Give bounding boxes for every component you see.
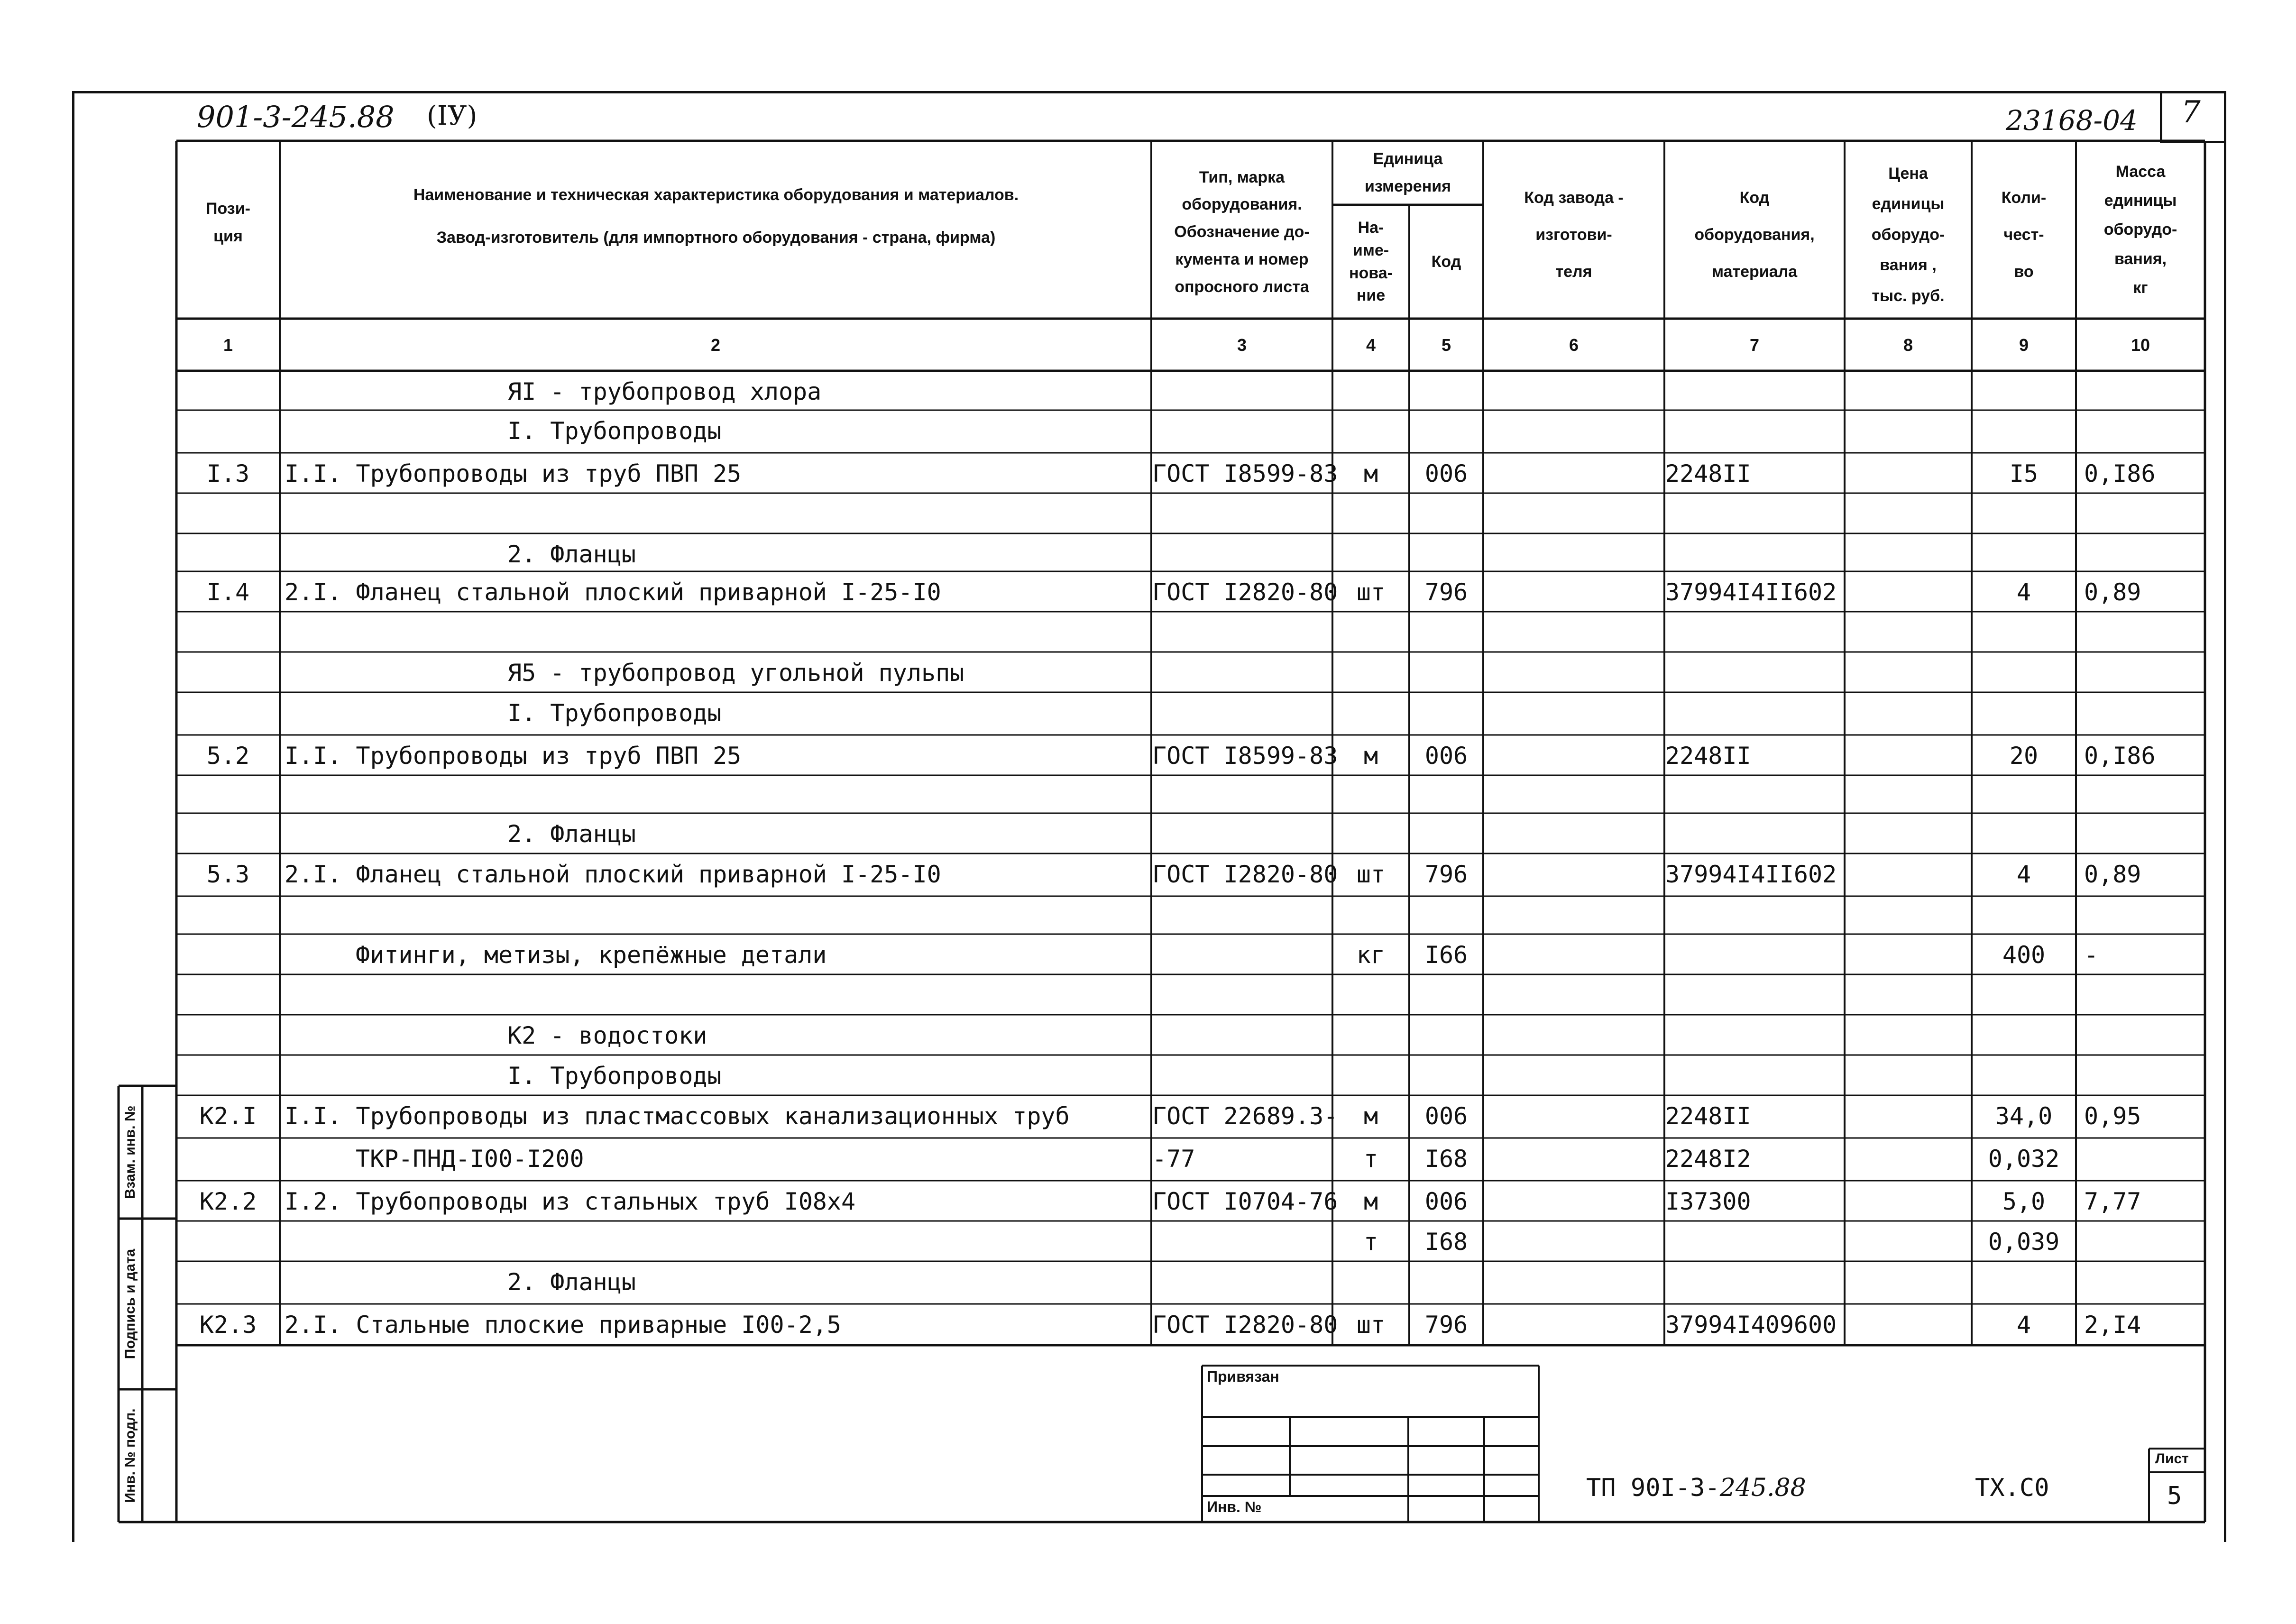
colnum-5: 5 xyxy=(1441,335,1451,355)
cell-code: 796 xyxy=(1424,578,1468,606)
cell-qty xyxy=(1972,495,2076,533)
cell-equip xyxy=(1665,815,1845,853)
cell-mass xyxy=(2084,372,2205,411)
cell-type xyxy=(1152,372,1332,411)
stamp-inv-no: Инв. № xyxy=(1207,1498,1262,1515)
cell-type xyxy=(1152,1222,1332,1261)
colnum-8: 8 xyxy=(1903,335,1913,355)
cell-factory xyxy=(1483,815,1664,853)
cell-unit: шт xyxy=(1356,861,1386,888)
cell-pos xyxy=(176,815,280,853)
cell-mass: - xyxy=(2084,941,2099,969)
cell-qty xyxy=(1972,613,2076,652)
cell-code xyxy=(1409,815,1483,853)
cell-qty xyxy=(1972,777,2076,816)
cell-mass xyxy=(2084,1016,2205,1055)
cell-equip xyxy=(1665,1056,1845,1095)
cell-price xyxy=(1845,777,1972,816)
cell-qty: 400 xyxy=(2002,941,2046,969)
cell-type: ГОСТ I2820-80 xyxy=(1152,578,1338,606)
cell-pos: К2.2 xyxy=(199,1188,257,1215)
cell-unit xyxy=(1332,535,1409,574)
cell-equip xyxy=(1665,976,1845,1015)
cell-type xyxy=(1152,495,1332,533)
cell-unit: т xyxy=(1363,1145,1378,1173)
cell-unit: м xyxy=(1363,460,1378,487)
cell-code xyxy=(1409,694,1483,733)
cell-name xyxy=(285,495,1148,533)
cell-type xyxy=(1152,694,1332,733)
stamp-privyazan: Привязан xyxy=(1207,1368,1279,1385)
cell-pos xyxy=(176,1222,280,1261)
cell-qty xyxy=(1972,412,2076,450)
cell-factory xyxy=(1483,1305,1664,1344)
cell-pos xyxy=(176,1016,280,1055)
cell-mass xyxy=(2084,613,2205,652)
cell-price xyxy=(1845,736,1972,775)
cell-factory xyxy=(1483,777,1664,816)
cell-type xyxy=(1152,898,1332,936)
cell-mass xyxy=(2084,1222,2205,1261)
cell-code: 796 xyxy=(1424,1311,1468,1339)
cell-factory xyxy=(1483,1139,1664,1178)
cell-equip xyxy=(1665,1016,1845,1055)
header-unit-group: Единица измерения xyxy=(1365,150,1451,195)
cell-name: I. Трубопроводы xyxy=(507,699,722,727)
cell-factory xyxy=(1483,573,1664,612)
stamp-mark: ТХ.С0 xyxy=(1975,1474,2049,1502)
cell-pos xyxy=(176,412,280,450)
cell-code xyxy=(1409,613,1483,652)
stamp-doc-prefix: ТП 90I-3- xyxy=(1586,1474,1720,1502)
cell-code: 006 xyxy=(1424,742,1468,770)
cell-price xyxy=(1845,454,1972,493)
cell-qty xyxy=(1972,898,2076,936)
cell-code: I68 xyxy=(1424,1228,1468,1256)
cell-equip xyxy=(1665,495,1845,533)
cell-pos: 5.3 xyxy=(206,861,250,888)
cell-mass: 0,89 xyxy=(2084,578,2141,606)
cell-factory xyxy=(1483,976,1664,1015)
cell-equip xyxy=(1665,1263,1845,1302)
cell-unit xyxy=(1332,1016,1409,1055)
header-position: Пози- ция xyxy=(206,200,250,245)
cell-type xyxy=(1152,412,1332,450)
cell-name: 2.I. Фланец стальной плоский приварной I-25-I0 xyxy=(285,861,941,888)
cell-qty xyxy=(1972,372,2076,411)
cell-factory xyxy=(1483,855,1664,894)
cell-qty xyxy=(1972,694,2076,733)
cell-qty: 0,039 xyxy=(1988,1228,2060,1256)
cell-mass xyxy=(2084,694,2205,733)
cell-mass xyxy=(2084,898,2205,936)
cell-mass xyxy=(2084,495,2205,533)
cell-type xyxy=(1152,535,1332,574)
cell-equip: 2248II xyxy=(1665,1102,1751,1130)
cell-pos: К2.I xyxy=(199,1102,257,1130)
cell-pos xyxy=(176,372,280,411)
cell-unit xyxy=(1332,898,1409,936)
cell-pos xyxy=(176,613,280,652)
header-name-line2: Завод-изготовитель (для импортного оборудования - страна, фирма) xyxy=(436,229,996,247)
cell-name xyxy=(285,898,1148,936)
cell-price xyxy=(1845,613,1972,652)
cell-unit: м xyxy=(1363,1188,1378,1215)
cell-equip xyxy=(1665,898,1845,936)
cell-equip: 37994I4II602 xyxy=(1665,861,1837,888)
cell-unit: шт xyxy=(1356,1311,1386,1339)
cell-pos xyxy=(176,936,280,974)
cell-unit: м xyxy=(1363,1102,1378,1130)
cell-name: 2. Фланцы xyxy=(507,820,636,848)
cell-pos: К2.3 xyxy=(199,1311,257,1339)
cell-factory xyxy=(1483,495,1664,533)
cell-price xyxy=(1845,855,1972,894)
header-type: Тип, марка оборудования. Обозначение до- кумента и номер опросного листа xyxy=(1174,168,1310,296)
cell-factory xyxy=(1483,1056,1664,1095)
cell-equip xyxy=(1665,653,1845,692)
header-unit-name: На- име- нова- ние xyxy=(1349,219,1393,305)
cell-unit xyxy=(1332,495,1409,533)
cell-code xyxy=(1409,372,1483,411)
cell-unit xyxy=(1332,1056,1409,1095)
cell-mass: 0,95 xyxy=(2084,1102,2141,1130)
cell-type xyxy=(1152,1016,1332,1055)
cell-equip xyxy=(1665,372,1845,411)
cell-factory xyxy=(1483,454,1664,493)
cell-qty: 34,0 xyxy=(1995,1102,2053,1130)
cell-type: ГОСТ I2820-80 xyxy=(1152,1311,1338,1339)
cell-type: -77 xyxy=(1152,1145,1195,1173)
cell-pos xyxy=(176,653,280,692)
cell-mass: 0,I86 xyxy=(2084,460,2156,487)
cell-price xyxy=(1845,1305,1972,1344)
cell-name: I. Трубопроводы xyxy=(507,417,722,445)
cell-pos xyxy=(176,495,280,533)
cell-pos xyxy=(176,694,280,733)
cell-price xyxy=(1845,936,1972,974)
cell-unit: т xyxy=(1363,1228,1378,1256)
cell-price xyxy=(1845,976,1972,1015)
cell-unit xyxy=(1332,372,1409,411)
cell-type xyxy=(1152,1056,1332,1095)
cell-code: 006 xyxy=(1424,1188,1468,1215)
cell-price xyxy=(1845,573,1972,612)
cell-type: ГОСТ I2820-80 xyxy=(1152,861,1338,888)
cell-factory xyxy=(1483,412,1664,450)
cell-equip xyxy=(1665,613,1845,652)
cell-name: I.2. Трубопроводы из стальных труб I08x4 xyxy=(285,1188,856,1215)
colnum-1: 1 xyxy=(223,335,233,355)
cell-pos xyxy=(176,777,280,816)
cell-factory xyxy=(1483,653,1664,692)
cell-factory xyxy=(1483,1222,1664,1261)
cell-type xyxy=(1152,815,1332,853)
header-mass: Масса единицы оборудо- вания, кг xyxy=(2103,163,2177,297)
cell-mass: 0,I86 xyxy=(2084,742,2156,770)
cell-pos xyxy=(176,1139,280,1178)
cell-equip xyxy=(1665,777,1845,816)
doc-code: 901-3-245.88 xyxy=(197,100,395,134)
cell-unit xyxy=(1332,653,1409,692)
cell-qty xyxy=(1972,1056,2076,1095)
cell-name: 2. Фланцы xyxy=(507,1268,636,1296)
cell-mass xyxy=(2084,653,2205,692)
cell-factory xyxy=(1483,1097,1664,1136)
cell-code xyxy=(1409,1016,1483,1055)
cell-mass: 7,77 xyxy=(2084,1188,2141,1215)
colnum-2: 2 xyxy=(710,335,721,355)
cell-code xyxy=(1409,1263,1483,1302)
cell-name: 2.I. Стальные плоские приварные I00-2,5 xyxy=(285,1311,841,1339)
cell-name: I. Трубопроводы xyxy=(507,1062,722,1090)
cell-equip xyxy=(1665,1222,1845,1261)
cell-pos: I.3 xyxy=(206,460,250,487)
cell-mass xyxy=(2084,535,2205,574)
cell-equip: 37994I4II602 xyxy=(1665,578,1837,606)
cell-factory xyxy=(1483,736,1664,775)
cell-name: 2.I. Фланец стальной плоский приварной I-25-I0 xyxy=(285,578,941,606)
header-price: Цена единицы оборудо- вания , тыс. руб. xyxy=(1871,164,1945,305)
side-label-inv: Инв. № подл. xyxy=(122,1408,138,1503)
cell-qty: 4 xyxy=(2016,861,2031,888)
cell-unit xyxy=(1332,412,1409,450)
cell-factory xyxy=(1483,898,1664,936)
cell-pos: I.4 xyxy=(206,578,250,606)
cell-name: ЯI - трубопровод хлора xyxy=(507,378,822,405)
stamp-list-value: 5 xyxy=(2167,1482,2182,1510)
stamp-list-label: Лист xyxy=(2155,1451,2189,1467)
cell-qty: 4 xyxy=(2016,1311,2031,1339)
cell-name: ТКР-ПНД-I00-I200 xyxy=(356,1145,584,1173)
cell-type: ГОСТ I0704-76 xyxy=(1152,1188,1338,1215)
cell-factory xyxy=(1483,372,1664,411)
cell-price xyxy=(1845,1139,1972,1178)
archive-number: 23168-04 xyxy=(2006,104,2138,137)
cell-code: 006 xyxy=(1424,460,1468,487)
side-label-podpis: Подпись и дата xyxy=(122,1248,138,1359)
cell-price xyxy=(1845,1182,1972,1221)
cell-name: К2 - водостоки xyxy=(507,1022,707,1049)
cell-name: I.I. Трубопроводы из труб ПВП 25 xyxy=(285,742,742,770)
cell-code xyxy=(1409,898,1483,936)
cell-unit: м xyxy=(1363,742,1378,770)
cell-type xyxy=(1152,653,1332,692)
cell-price xyxy=(1845,815,1972,853)
cell-factory xyxy=(1483,694,1664,733)
cell-qty: 4 xyxy=(2016,578,2031,606)
cell-name: 2. Фланцы xyxy=(507,541,636,568)
cell-equip: 2248II xyxy=(1665,460,1751,487)
cell-unit xyxy=(1332,694,1409,733)
cell-qty xyxy=(1972,815,2076,853)
cell-price xyxy=(1845,372,1972,411)
cell-price xyxy=(1845,898,1972,936)
cell-code xyxy=(1409,976,1483,1015)
cell-qty: 20 xyxy=(2009,742,2039,770)
page-number: 7 xyxy=(2181,95,2201,130)
cell-name xyxy=(285,613,1148,652)
stamp-doc-number xyxy=(1586,1474,1806,1502)
cell-price xyxy=(1845,1263,1972,1302)
cell-pos xyxy=(176,1263,280,1302)
cell-name xyxy=(285,1222,1148,1261)
cell-type: ГОСТ I8599-83 xyxy=(1152,460,1338,487)
cell-mass xyxy=(2084,1263,2205,1302)
cell-factory xyxy=(1483,535,1664,574)
header-equipment-code: Код оборудования, материала xyxy=(1694,188,1815,281)
cell-mass: 2,I4 xyxy=(2084,1311,2141,1339)
cell-type: ГОСТ I8599-83 xyxy=(1152,742,1338,770)
cell-factory xyxy=(1483,936,1664,974)
cell-price xyxy=(1845,694,1972,733)
cell-factory xyxy=(1483,613,1664,652)
colnum-7: 7 xyxy=(1749,335,1760,355)
cell-mass xyxy=(2084,777,2205,816)
cell-qty xyxy=(1972,976,2076,1015)
cell-code xyxy=(1409,1056,1483,1095)
cell-unit xyxy=(1332,1263,1409,1302)
cell-type xyxy=(1152,936,1332,974)
cell-qty xyxy=(1972,653,2076,692)
cell-qty: 5,0 xyxy=(2002,1188,2046,1215)
cell-pos xyxy=(176,898,280,936)
cell-qty xyxy=(1972,1016,2076,1055)
cell-unit: шт xyxy=(1356,578,1386,606)
cell-code: I66 xyxy=(1424,941,1468,969)
cell-equip xyxy=(1665,535,1845,574)
cell-type xyxy=(1152,976,1332,1015)
cell-code: I68 xyxy=(1424,1145,1468,1173)
cell-price xyxy=(1845,1056,1972,1095)
colnum-3: 3 xyxy=(1237,335,1247,355)
colnum-4: 4 xyxy=(1366,335,1376,355)
cell-qty: I5 xyxy=(2009,460,2039,487)
side-label-zam: Взам. инв. № xyxy=(122,1105,138,1199)
cell-code xyxy=(1409,777,1483,816)
cell-mass xyxy=(2084,412,2205,450)
cell-unit xyxy=(1332,976,1409,1015)
colnum-10: 10 xyxy=(2131,335,2150,355)
cell-code: 006 xyxy=(1424,1102,1468,1130)
cell-equip: 37994I409600 xyxy=(1665,1311,1837,1339)
colnum-9: 9 xyxy=(2019,335,2029,355)
cell-pos: 5.2 xyxy=(206,742,250,770)
cell-price xyxy=(1845,1222,1972,1261)
cell-name: I.I. Трубопроводы из пластмассовых канализационных труб xyxy=(285,1102,1070,1130)
cell-pos xyxy=(176,535,280,574)
cell-price xyxy=(1845,495,1972,533)
cell-equip: 2248II xyxy=(1665,742,1751,770)
cell-factory xyxy=(1483,1016,1664,1055)
cell-unit xyxy=(1332,613,1409,652)
cell-unit xyxy=(1332,777,1409,816)
cell-equip xyxy=(1665,936,1845,974)
cell-price xyxy=(1845,1016,1972,1055)
cell-unit xyxy=(1332,815,1409,853)
cell-type xyxy=(1152,613,1332,652)
header-factory-code: Код завода - изготови- теля xyxy=(1524,188,1624,281)
cell-name: Фитинги, метизы, крепёжные детали xyxy=(356,941,827,969)
volume-label: (IУ) xyxy=(427,101,478,131)
cell-type xyxy=(1152,777,1332,816)
cell-pos xyxy=(176,1056,280,1095)
header-name-line1: Наименование и техническая характеристика оборудования и материалов. xyxy=(413,186,1019,204)
cell-unit: кг xyxy=(1356,941,1386,969)
cell-name xyxy=(285,976,1148,1015)
cell-name: Я5 - трубопровод угольной пульпы xyxy=(507,659,964,687)
cell-qty: 0,032 xyxy=(1988,1145,2060,1173)
cell-mass xyxy=(2084,815,2205,853)
cell-mass xyxy=(2084,1056,2205,1095)
cell-price xyxy=(1845,535,1972,574)
cell-equip: 2248I2 xyxy=(1665,1145,1751,1173)
cell-mass xyxy=(2084,976,2205,1015)
cell-code xyxy=(1409,495,1483,533)
cell-factory xyxy=(1483,1263,1664,1302)
cell-code xyxy=(1409,653,1483,692)
colnum-6: 6 xyxy=(1569,335,1579,355)
cell-equip: I37300 xyxy=(1665,1188,1751,1215)
cell-qty xyxy=(1972,535,2076,574)
cell-code xyxy=(1409,535,1483,574)
cell-code xyxy=(1409,412,1483,450)
cell-name: I.I. Трубопроводы из труб ПВП 25 xyxy=(285,460,742,487)
header-unit-code: Код xyxy=(1431,252,1461,271)
cell-price xyxy=(1845,653,1972,692)
cell-mass: 0,89 xyxy=(2084,861,2141,888)
cell-type: ГОСТ 22689.3- xyxy=(1152,1102,1338,1130)
cell-equip xyxy=(1665,412,1845,450)
cell-price xyxy=(1845,1097,1972,1136)
cell-factory xyxy=(1483,1182,1664,1221)
cell-pos xyxy=(176,976,280,1015)
stamp-doc-suffix: 245.88 xyxy=(1719,1474,1806,1502)
cell-mass xyxy=(2084,1139,2205,1178)
cell-price xyxy=(1845,412,1972,450)
cell-equip xyxy=(1665,694,1845,733)
cell-type xyxy=(1152,1263,1332,1302)
cell-code: 796 xyxy=(1424,861,1468,888)
cell-name xyxy=(285,777,1148,816)
cell-qty xyxy=(1972,1263,2076,1302)
header-quantity: Коли- чест- во xyxy=(2001,188,2047,281)
